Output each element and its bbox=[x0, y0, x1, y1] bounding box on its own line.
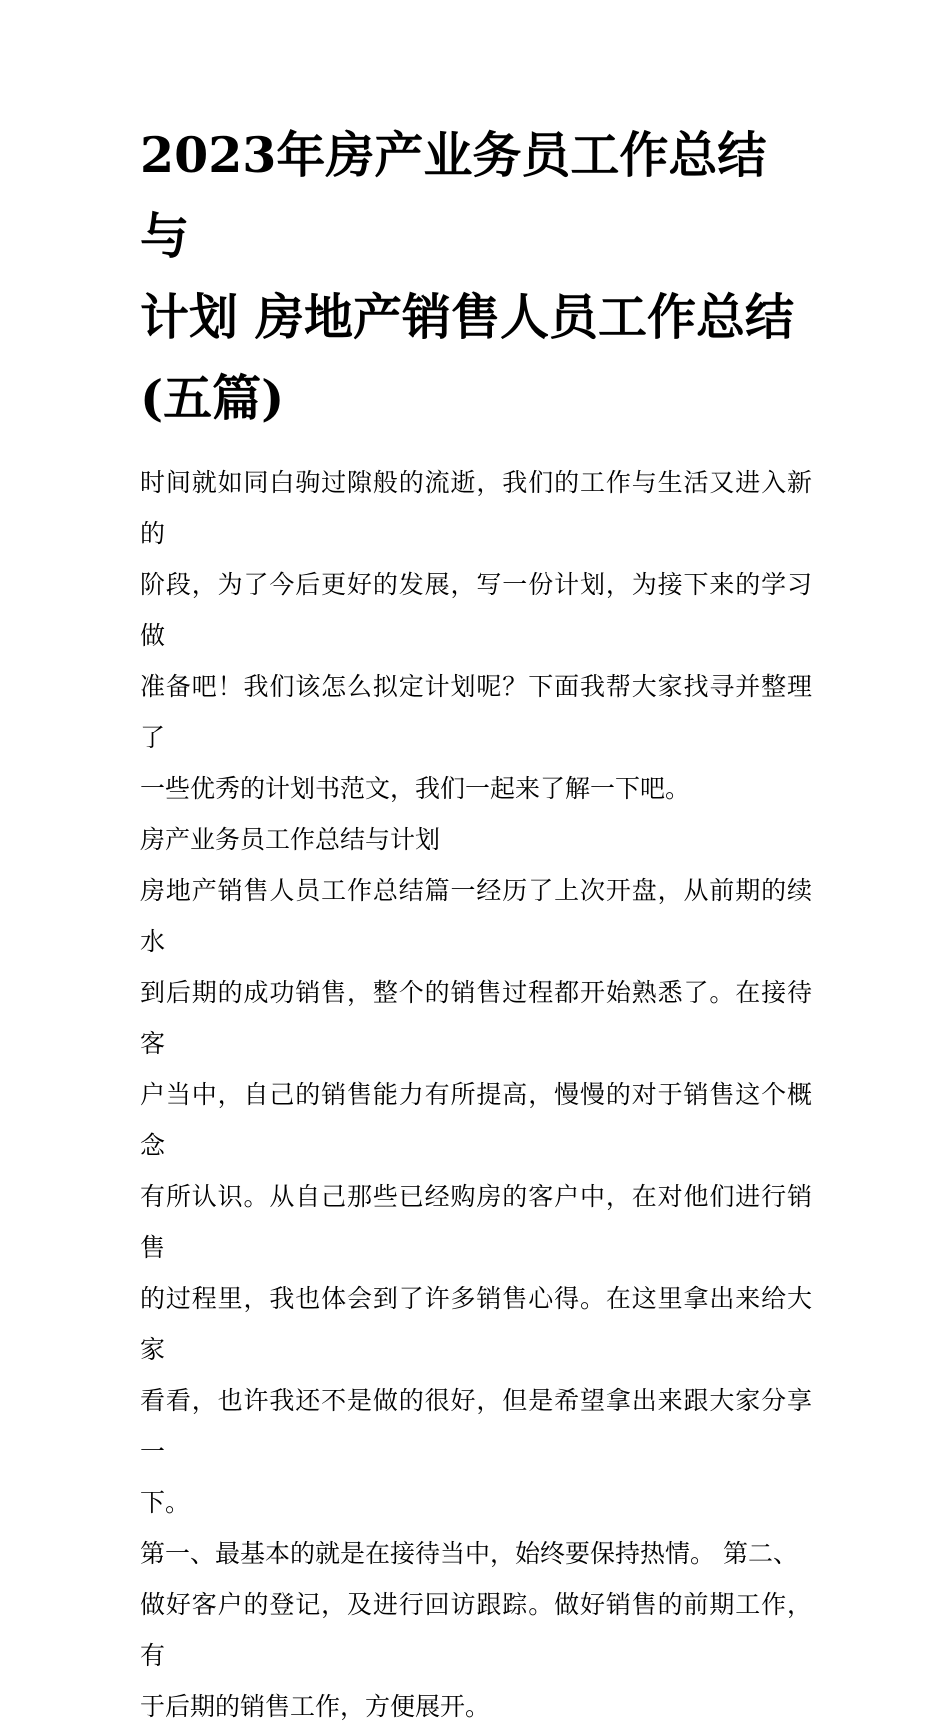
text-line: 户当中，自己的销售能力有所提高，慢慢的对于销售这个概念 bbox=[140, 1080, 812, 1160]
section-one-paragraph bbox=[140, 865, 812, 1528]
title-line: (五篇) bbox=[140, 369, 285, 427]
text-line: 看看，也许我还不是做的很好，但是希望拿出来跟大家分享一 bbox=[140, 1386, 812, 1466]
text-line: 到后期的成功销售，整个的销售过程都开始熟悉了。在接待客 bbox=[140, 978, 812, 1058]
text-line: 做好客户的登记，及进行回访跟踪。做好销售的前期工作，有 bbox=[140, 1590, 812, 1670]
document-title bbox=[140, 115, 812, 439]
text-line: 下。 bbox=[140, 1488, 191, 1517]
text-line: 时间就如同白驹过隙般的流逝，我们的工作与生活又进入新的 bbox=[140, 468, 812, 548]
text-line: 第一、最基本的就是在接待当中，始终要保持热情。 第二、 bbox=[140, 1539, 798, 1568]
text-line: 于后期的销售工作，方便展开。 bbox=[140, 1692, 491, 1721]
text-line: 准备吧！我们该怎么拟定计划呢？下面我帮大家找寻并整理了 bbox=[140, 672, 812, 752]
title-line: 计划 房地产销售人员工作总结 bbox=[140, 288, 795, 346]
text-line: 阶段，为了今后更好的发展，写一份计划，为接下来的学习做 bbox=[140, 570, 812, 650]
text-line: 的过程里，我也体会到了许多销售心得。在这里拿出来给大家 bbox=[140, 1284, 812, 1364]
text-line: 一些优秀的计划书范文，我们一起来了解一下吧。 bbox=[140, 774, 691, 803]
text-line: 房地产销售人员工作总结篇一经历了上次开盘，从前期的续水 bbox=[140, 876, 812, 956]
title-line: 2023年房产业务员工作总结与 bbox=[140, 126, 767, 265]
subheading: 房产业务员工作总结与计划 bbox=[140, 825, 441, 854]
document-page bbox=[140, 115, 812, 1732]
section-two-paragraph bbox=[140, 1528, 812, 1732]
text-line: 有所认识。从自己那些已经购房的客户中，在对他们进行销售 bbox=[140, 1182, 812, 1262]
intro-paragraph bbox=[140, 457, 812, 814]
